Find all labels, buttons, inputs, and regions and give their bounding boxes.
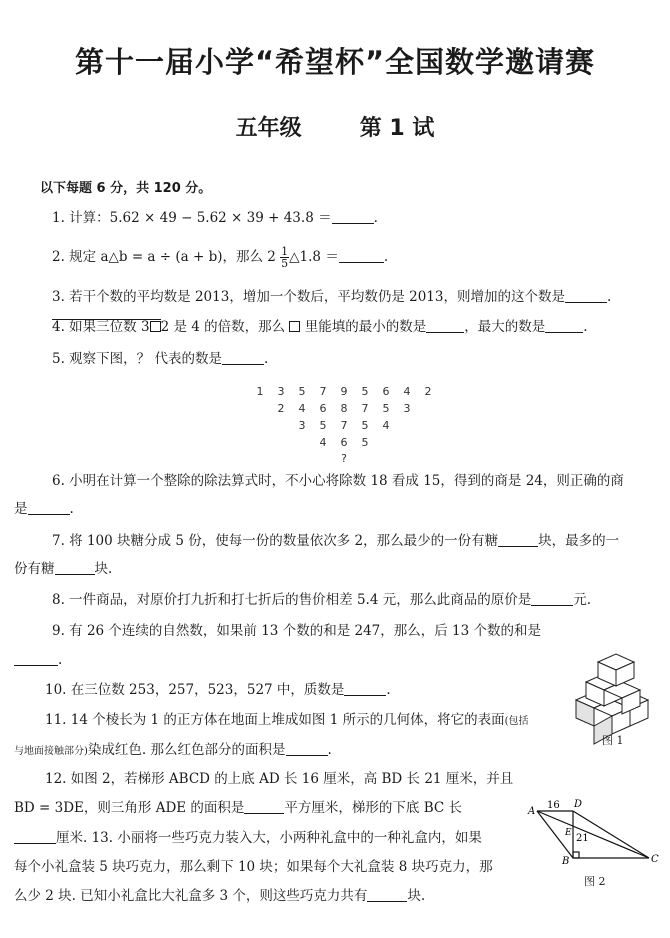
question-7-text-d: 块.	[94, 561, 113, 577]
question-13-line-2: 每个小礼盒装 5 块巧克力，那么剩下 10 块；如果每个大礼盒装 8 块巧克力，那	[14, 859, 493, 875]
answer-blank[interactable]	[14, 652, 58, 666]
round-label: 第 1 试	[359, 116, 435, 141]
question-9-end: .	[58, 652, 63, 668]
pattern-cell: 4	[319, 436, 327, 449]
pattern-cell: 9	[340, 385, 348, 398]
answer-blank[interactable]	[565, 289, 607, 303]
question-7-line-2	[14, 560, 112, 578]
question-11-line-2	[14, 741, 332, 761]
question-11-note-2: 与地面接触部分)	[14, 746, 88, 757]
figure-2-caption: 图 2	[584, 875, 606, 888]
question-6-line-1: 6. 小明在计算一个整除的除法算式时，不小心将除数 18 看成 15，得到的商是 24，则正确的商	[52, 473, 624, 489]
digit-box-reference	[289, 321, 300, 332]
height-label: 21	[576, 833, 589, 844]
label-d: D	[574, 799, 583, 810]
exam-title: 第十一届小学“希望杯”全国数学邀请赛	[74, 45, 596, 79]
question-11-text: 11. 14 个棱长为 1 的正方体在地面上堆成如图 1 所示的几何体，将它的表面	[45, 712, 505, 728]
question-11-line-1	[45, 711, 528, 731]
question-13-text-a: 厘米. 13. 小丽将一些巧克力装入大，小两种礼盒中的一种礼盒内，如果	[56, 830, 482, 846]
pattern-cell: 1	[256, 385, 264, 398]
pattern-cell: 7	[340, 419, 348, 432]
grade-label: 五年级	[235, 116, 302, 141]
question-2-post: △1.8 ＝	[289, 249, 339, 265]
question-5	[52, 350, 268, 368]
three-digit-number	[52, 319, 161, 335]
pattern-cell: 6	[340, 436, 348, 449]
pattern-cell: 5	[319, 419, 327, 432]
pattern-cell: 4	[382, 419, 390, 432]
figure-2-trapezoid	[525, 796, 665, 866]
label-a: A	[528, 806, 536, 817]
pattern-cell: 3	[277, 385, 285, 398]
question-4	[52, 318, 588, 336]
question-8-text: 8. 一件商品，对原价打九折和打七折后的售价相差 5.4 元，那么此商品的原价是	[52, 592, 532, 608]
question-1	[52, 209, 378, 227]
answer-blank[interactable]	[286, 742, 328, 756]
question-13-end: 块.	[407, 888, 426, 904]
pattern-cell: 7	[319, 385, 327, 398]
question-11-text-2: 染成红色. 那么红色部分的面积是	[87, 742, 286, 758]
question-8-end: 元.	[573, 592, 592, 608]
answer-blank[interactable]	[498, 533, 538, 547]
question-4-pre: 4. 如果三位数 3	[52, 319, 150, 335]
answer-blank[interactable]	[426, 319, 464, 333]
question-4-mid2: 里能填的最小的数是	[304, 319, 427, 335]
question-2	[52, 246, 388, 269]
question-10-text: 10. 在三位数 253，257，523，527 中，质数是	[45, 682, 345, 698]
fraction-numerator: 1	[281, 245, 289, 258]
answer-blank[interactable]	[531, 592, 573, 606]
question-12-line-1: 12. 如图 2，若梯形 ABCD 的上底 AD 长 16 厘米，高 BD 长 21 厘米，并且	[45, 771, 514, 787]
exam-subtitle	[0, 111, 670, 142]
pattern-cell: 5	[298, 385, 306, 398]
question-12-line-2	[14, 799, 462, 817]
answer-blank[interactable]	[332, 210, 374, 224]
question-10	[45, 681, 391, 699]
top-length-label: 16	[547, 800, 560, 811]
answer-blank[interactable]	[222, 351, 264, 365]
question-8	[52, 591, 591, 609]
pattern-cell: 6	[319, 402, 327, 415]
question-11-note: (包括	[504, 716, 529, 727]
question-1-text: 1. 计算：5.62 × 49 − 5.62 × 39 + 43.8 ＝	[52, 210, 332, 226]
answer-blank[interactable]	[344, 682, 386, 696]
question-7-text-b: 块，最多的一	[538, 533, 620, 549]
question-6-line-2-text: 是	[14, 501, 28, 517]
fraction-denominator: 5	[281, 257, 289, 270]
answer-blank[interactable]	[55, 561, 95, 575]
pattern-cell: 4	[403, 385, 411, 398]
pattern-cell: 5	[361, 419, 369, 432]
question-7-text: 7. 将 100 块糖分成 5 份，使每一份的数量依次多 2，那么最少的一份有糖	[52, 533, 499, 549]
pattern-cell: 7	[361, 402, 369, 415]
question-9-line-1: 9. 有 26 个连续的自然数，如果前 13 个数的和是 247，那么，后 13 个数的和是	[52, 623, 542, 639]
question-3-end: .	[606, 289, 612, 305]
question-9-line-2	[14, 651, 62, 669]
instructions: 以下每题 6 分，共 120 分。	[40, 181, 212, 196]
question-3-text: 3. 若干个数的平均数是 2013，增加一个数后，平均数仍是 2013，则增加的这个数是	[52, 289, 565, 305]
digit-box	[150, 321, 161, 332]
question-12-text-a: BD = 3DE，则三角形 ADE 的面积是	[14, 800, 245, 816]
question-5-end: .	[263, 351, 269, 367]
pattern-cell: 2	[424, 385, 432, 398]
pattern-cell: 3	[403, 402, 411, 415]
question-3	[52, 288, 611, 306]
question-4-mid3: ，最大的数是	[464, 319, 546, 335]
question-1-end: .	[373, 210, 378, 226]
question-12-text-b: 平方厘米，梯形的下底 BC 长	[284, 800, 463, 816]
pattern-cell: 4	[298, 402, 306, 415]
pattern-cell: 6	[382, 385, 390, 398]
pattern-cell: 5	[361, 436, 369, 449]
label-b: B	[562, 856, 570, 866]
pattern-cell: 8	[340, 402, 348, 415]
pattern-cell: 5	[361, 385, 369, 398]
question-7-text-c: 份有糖	[14, 561, 55, 577]
question-5-text: 5. 观察下图，？ 代表的数是	[52, 351, 222, 367]
question-7-line-1	[52, 532, 619, 550]
answer-blank[interactable]	[28, 501, 70, 515]
pattern-cell: 2	[277, 402, 285, 415]
question-11-end: .	[327, 742, 332, 758]
question-6-line-2	[14, 500, 74, 518]
question-13-text-b: 么少 2 块. 已知小礼盒比大礼盒多 3 个，则这些巧克力共有	[14, 888, 368, 904]
question-6-end: .	[69, 501, 74, 517]
label-c: C	[651, 854, 659, 865]
answer-blank[interactable]	[367, 888, 407, 902]
answer-blank[interactable]	[339, 249, 384, 263]
question-13-line-3	[14, 887, 425, 905]
question-4-end: .	[583, 319, 588, 335]
fraction	[280, 246, 289, 269]
answer-blank[interactable]	[14, 830, 56, 844]
question-2-end: .	[383, 249, 389, 265]
figure-1-caption: 图 1	[602, 734, 624, 747]
pattern-cell: 3	[298, 419, 306, 432]
question-4-mid: 2 是 4 的倍数，那么	[160, 319, 286, 335]
question-2-pre: 2. 规定 a△b = a ÷ (a + b)，那么 2	[52, 249, 276, 265]
answer-blank[interactable]	[244, 800, 284, 814]
question-12-line-3	[14, 829, 482, 847]
question-10-end: .	[386, 682, 391, 698]
pattern-cell: ?	[341, 452, 347, 465]
pattern-cell: 5	[382, 402, 390, 415]
label-e: E	[565, 828, 572, 838]
answer-blank[interactable]	[545, 319, 583, 333]
